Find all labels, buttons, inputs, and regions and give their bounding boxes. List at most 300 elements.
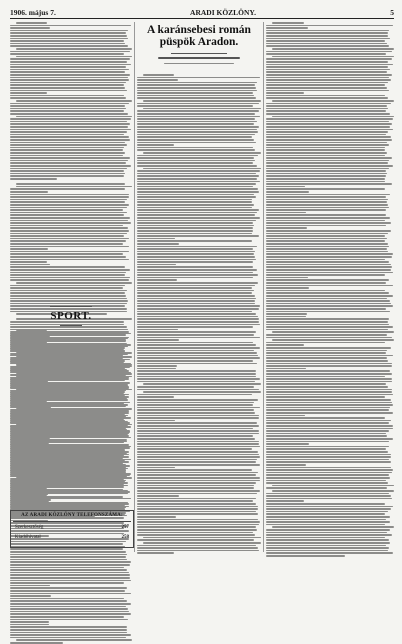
text-line-placeholder (266, 428, 393, 430)
text-line-placeholder (10, 58, 130, 60)
text-line-placeholder (266, 199, 388, 201)
text-line-placeholder (10, 201, 125, 203)
text-line-placeholder (266, 334, 387, 336)
text-line-placeholder (266, 134, 386, 136)
text-line-placeholder (10, 188, 125, 190)
text-line-placeholder (266, 40, 385, 42)
text-line-placeholder (10, 634, 131, 636)
text-line-placeholder (10, 629, 127, 631)
text-line-placeholder (272, 48, 394, 50)
text-line-placeholder (10, 108, 126, 110)
text-line-placeholder (266, 131, 388, 133)
text-line-placeholder (10, 217, 130, 219)
text-line-placeholder (10, 398, 127, 400)
text-line-placeholder (137, 121, 257, 123)
text-line-placeholder (266, 443, 309, 445)
text-line-placeholder (10, 95, 124, 97)
text-line-placeholder (266, 313, 307, 315)
text-line-placeholder (266, 95, 385, 97)
text-line-placeholder (10, 600, 127, 602)
text-line-placeholder (10, 346, 128, 348)
text-line-placeholder (10, 285, 125, 287)
text-line-placeholder (10, 103, 129, 105)
text-line-placeholder (266, 300, 390, 302)
text-line-placeholder (266, 149, 385, 151)
text-line-placeholder (272, 331, 394, 333)
text-line-placeholder (137, 360, 253, 362)
text-line-placeholder (266, 126, 390, 128)
text-line-placeholder (10, 348, 124, 350)
text-line-placeholder (137, 490, 260, 492)
text-line-placeholder (137, 264, 176, 266)
text-line-placeholder (10, 43, 125, 45)
text-line-placeholder (10, 209, 123, 211)
text-line-placeholder (16, 48, 132, 50)
text-line-placeholder (10, 567, 124, 569)
text-line-placeholder (10, 486, 124, 488)
text-line-placeholder (137, 204, 254, 206)
text-line-placeholder (10, 499, 51, 501)
text-line-placeholder (137, 441, 259, 443)
text-line-placeholder (137, 118, 255, 120)
text-line-placeholder (16, 639, 132, 641)
text-line-placeholder (266, 506, 393, 508)
text-line-placeholder (10, 274, 125, 276)
text-line-placeholder (10, 359, 130, 361)
text-line-placeholder (137, 274, 258, 276)
text-line-placeholder (137, 378, 260, 380)
text-line-placeholder (137, 368, 176, 370)
text-line-placeholder (10, 606, 126, 608)
text-line-placeholder (266, 555, 345, 557)
text-line-placeholder (137, 326, 253, 328)
text-line-placeholder (137, 545, 256, 547)
text-line-placeholder (137, 139, 254, 141)
text-line-placeholder (266, 240, 385, 242)
text-line-placeholder (10, 27, 50, 29)
text-line-placeholder (10, 637, 126, 639)
text-line-placeholder (266, 61, 388, 63)
text-line-placeholder (137, 482, 256, 484)
text-line-placeholder (10, 118, 131, 120)
text-line-placeholder (137, 532, 253, 534)
text-line-placeholder (10, 287, 123, 289)
text-line-placeholder (10, 300, 128, 302)
text-line-placeholder (137, 305, 260, 307)
text-line-placeholder (10, 476, 127, 478)
text-line-placeholder (266, 222, 391, 224)
left-column (10, 22, 132, 552)
text-line-placeholder (10, 240, 126, 242)
text-line-placeholder (266, 92, 304, 94)
text-line-placeholder (10, 434, 128, 436)
text-line-placeholder (137, 298, 256, 300)
text-line-placeholder (266, 407, 390, 409)
text-line-placeholder (10, 269, 130, 271)
text-line-placeholder (137, 183, 256, 185)
text-line-placeholder (137, 110, 259, 112)
text-line-placeholder (10, 421, 128, 423)
text-line-placeholder (137, 225, 254, 227)
text-line-placeholder (10, 598, 124, 600)
text-line-placeholder (10, 372, 131, 374)
masthead (10, 5, 394, 17)
text-line-placeholder (137, 253, 254, 255)
text-line-placeholder (137, 313, 256, 315)
text-line-placeholder (10, 333, 131, 335)
text-line-placeholder (266, 498, 392, 500)
text-line-placeholder (10, 149, 123, 151)
text-line-placeholder (266, 27, 308, 29)
text-line-placeholder (137, 162, 253, 164)
text-line-placeholder (266, 123, 392, 125)
text-line-placeholder (137, 495, 179, 497)
text-line-placeholder (266, 308, 386, 310)
masthead-page-number: 5 (390, 8, 394, 17)
text-line-placeholder (266, 467, 391, 469)
text-line-placeholder (10, 131, 127, 133)
text-line-placeholder (266, 391, 392, 393)
text-line-placeholder (266, 404, 393, 406)
text-line-placeholder (16, 183, 125, 185)
text-line-placeholder (137, 347, 260, 349)
text-line-placeholder (10, 554, 127, 556)
text-line-placeholder (266, 53, 386, 55)
text-line-placeholder (16, 282, 132, 284)
text-line-placeholder (10, 110, 124, 112)
text-line-placeholder (10, 32, 126, 34)
text-line-placeholder (266, 292, 389, 294)
text-line-placeholder (10, 225, 123, 227)
text-line-placeholder (137, 350, 254, 352)
text-line-placeholder (10, 593, 131, 595)
text-line-placeholder (10, 162, 126, 164)
text-line-placeholder (10, 431, 130, 433)
text-line-placeholder (266, 251, 388, 253)
text-line-placeholder (137, 456, 260, 458)
text-line-placeholder (266, 207, 389, 209)
text-line-placeholder (137, 511, 256, 513)
text-line-placeholder (10, 504, 125, 506)
text-line-placeholder (10, 191, 48, 193)
text-line-placeholder (137, 290, 254, 292)
text-line-placeholder (137, 389, 259, 391)
text-line-placeholder (10, 613, 131, 615)
text-line-placeholder (137, 344, 256, 346)
column-separator-left (134, 22, 135, 552)
text-line-placeholder (266, 266, 392, 268)
text-line-placeholder (137, 500, 253, 502)
text-line-placeholder (10, 551, 126, 553)
text-line-placeholder (266, 441, 389, 443)
headline-rule (171, 53, 227, 54)
text-line-placeholder (137, 357, 260, 359)
text-line-placeholder (10, 626, 127, 628)
text-line-placeholder (266, 415, 305, 417)
text-line-placeholder (266, 321, 388, 323)
text-line-placeholder (10, 491, 130, 493)
text-line-placeholder (137, 251, 255, 253)
text-line-placeholder (266, 196, 386, 198)
text-line-placeholder (137, 303, 255, 305)
text-line-placeholder (266, 370, 390, 372)
text-line-placeholder (266, 186, 305, 188)
text-line-placeholder (137, 433, 259, 435)
text-line-placeholder (137, 233, 252, 235)
text-line-placeholder (137, 321, 259, 323)
text-line-placeholder (266, 383, 386, 385)
text-line-placeholder (137, 256, 255, 258)
text-line-placeholder (266, 376, 385, 378)
text-line-placeholder (10, 77, 128, 79)
text-line-placeholder (10, 303, 127, 305)
text-line-placeholder (10, 220, 128, 222)
text-line-placeholder (266, 162, 388, 164)
text-line-placeholder (10, 405, 126, 407)
text-line-placeholder (10, 411, 129, 413)
text-line-placeholder (16, 408, 132, 410)
text-line-placeholder (16, 22, 47, 24)
text-line-placeholder (266, 129, 393, 131)
text-line-placeholder (10, 395, 125, 397)
text-line-placeholder (143, 74, 174, 76)
text-line-placeholder (137, 220, 256, 222)
masthead-rule (10, 18, 394, 19)
text-line-placeholder (16, 56, 132, 58)
text-line-placeholder (10, 25, 131, 27)
text-line-placeholder (137, 196, 256, 198)
text-line-placeholder (266, 71, 387, 73)
text-line-placeholder (266, 45, 389, 47)
masthead-title: ARADI KÖZLÖNY. (190, 8, 257, 17)
text-line-placeholder (143, 100, 261, 102)
text-line-placeholder (266, 287, 309, 289)
text-line-placeholder (266, 225, 386, 227)
text-line-placeholder (10, 473, 131, 475)
text-line-placeholder (10, 155, 123, 157)
text-line-placeholder (137, 160, 255, 162)
text-line-placeholder (10, 142, 125, 144)
text-line-placeholder (266, 295, 393, 297)
text-line-placeholder (137, 113, 255, 115)
text-line-placeholder (266, 32, 388, 34)
text-line-placeholder (10, 92, 47, 94)
text-line-placeholder (266, 303, 391, 305)
text-line-placeholder (266, 534, 392, 536)
text-line-placeholder (137, 508, 258, 510)
text-line-placeholder (266, 103, 391, 105)
text-line-placeholder (10, 457, 123, 459)
text-line-placeholder (266, 290, 385, 292)
text-line-placeholder (10, 248, 48, 250)
text-line-placeholder (10, 196, 129, 198)
text-line-placeholder (137, 217, 260, 219)
text-line-placeholder (137, 261, 253, 263)
text-line-placeholder (10, 460, 125, 462)
text-line-placeholder (10, 243, 123, 245)
text-line-placeholder (137, 472, 258, 474)
text-line-placeholder (10, 590, 125, 592)
text-line-placeholder (137, 412, 255, 414)
text-line-placeholder (10, 40, 124, 42)
text-line-placeholder (266, 493, 389, 495)
text-line-placeholder (266, 82, 388, 84)
text-line-placeholder (137, 381, 255, 383)
text-line-placeholder (10, 353, 128, 355)
text-line-placeholder (10, 227, 128, 229)
text-line-placeholder (137, 308, 259, 310)
text-line-placeholder (137, 519, 258, 521)
text-line-placeholder (272, 339, 394, 341)
text-line-placeholder (266, 43, 387, 45)
text-line-placeholder (266, 337, 392, 339)
text-line-placeholder (16, 116, 132, 118)
text-line-placeholder (137, 287, 252, 289)
text-line-placeholder (10, 632, 127, 634)
text-line-placeholder (10, 168, 127, 170)
text-line-placeholder (137, 352, 257, 354)
text-line-placeholder (10, 603, 131, 605)
text-line-placeholder (10, 261, 47, 263)
text-line-placeholder (266, 389, 392, 391)
text-line-placeholder (137, 487, 254, 489)
text-line-placeholder (137, 259, 256, 261)
text-line-placeholder (137, 402, 254, 404)
text-line-placeholder (137, 420, 175, 422)
text-line-placeholder (10, 559, 127, 561)
text-line-placeholder (137, 394, 252, 396)
text-line-placeholder (137, 212, 257, 214)
text-line-placeholder (137, 170, 260, 172)
text-line-placeholder (10, 447, 130, 449)
text-line-placeholder (10, 587, 127, 589)
text-line-placeholder (10, 204, 129, 206)
text-line-placeholder (137, 142, 256, 144)
text-line-placeholder (10, 165, 131, 167)
text-line-placeholder (137, 396, 174, 398)
text-line-placeholder (10, 178, 57, 180)
text-line-placeholder (10, 233, 127, 235)
text-line-placeholder (10, 564, 130, 566)
text-line-placeholder (137, 451, 258, 453)
text-line-placeholder (10, 129, 131, 131)
text-line-placeholder (10, 437, 131, 439)
text-line-placeholder (137, 539, 254, 541)
text-line-placeholder (266, 472, 392, 474)
text-line-placeholder (137, 409, 254, 411)
text-line-placeholder (137, 407, 260, 409)
text-line-placeholder (137, 235, 259, 237)
text-line-placeholder (10, 382, 130, 384)
text-line-placeholder (137, 227, 253, 229)
text-line-placeholder (266, 464, 306, 466)
text-line-placeholder (10, 496, 123, 498)
text-line-placeholder (266, 69, 390, 71)
text-line-placeholder (10, 194, 129, 196)
text-line-placeholder (137, 103, 259, 105)
text-line-placeholder (137, 136, 252, 138)
text-line-placeholder (266, 181, 385, 183)
text-line-placeholder (137, 521, 260, 523)
text-line-placeholder (266, 469, 393, 471)
text-line-placeholder (266, 51, 392, 53)
text-line-placeholder (266, 30, 389, 32)
section-rule-under-sport (60, 325, 82, 326)
text-line-placeholder (266, 318, 389, 320)
text-line-placeholder (266, 269, 391, 271)
text-line-placeholder (137, 329, 178, 331)
text-line-placeholder (137, 467, 175, 469)
text-line-placeholder (137, 334, 254, 336)
text-line-placeholder (137, 243, 179, 245)
text-line-placeholder (266, 547, 389, 549)
text-line-placeholder (266, 487, 387, 489)
text-line-placeholder (10, 53, 124, 55)
text-line-placeholder (266, 274, 385, 276)
text-line-placeholder (266, 394, 393, 396)
text-line-placeholder (266, 194, 390, 196)
text-line-placeholder (10, 413, 125, 415)
text-line-placeholder (10, 502, 128, 504)
text-line-placeholder (266, 422, 389, 424)
text-line-placeholder (266, 191, 309, 193)
text-line-placeholder (10, 452, 127, 454)
text-line-placeholder (266, 279, 389, 281)
text-line-placeholder (266, 253, 393, 255)
text-line-placeholder (137, 155, 258, 157)
text-line-placeholder (137, 337, 260, 339)
text-line-placeholder (266, 420, 391, 422)
text-line-placeholder (266, 342, 385, 344)
text-line-placeholder (137, 282, 258, 284)
text-line-placeholder (266, 282, 386, 284)
text-line-placeholder (137, 526, 256, 528)
text-line-placeholder (10, 574, 130, 576)
text-line-placeholder (10, 51, 130, 53)
text-line-placeholder (266, 425, 393, 427)
text-line-placeholder (266, 168, 389, 170)
subscription-box (10, 510, 134, 548)
text-line-placeholder (10, 343, 127, 345)
text-line-placeholder (10, 439, 127, 441)
text-line-placeholder (10, 61, 127, 63)
text-line-placeholder (137, 386, 254, 388)
text-line-placeholder (10, 139, 130, 141)
text-line-placeholder (10, 489, 123, 491)
text-line-placeholder (266, 474, 389, 476)
text-line-placeholder (266, 482, 388, 484)
text-line-placeholder (137, 376, 256, 378)
text-line-placeholder (137, 363, 257, 365)
text-line-placeholder (137, 82, 257, 84)
text-line-placeholder (266, 435, 387, 437)
text-line-placeholder (10, 272, 126, 274)
text-line-placeholder (266, 545, 386, 547)
text-line-placeholder (137, 144, 174, 146)
text-line-placeholder (10, 207, 127, 209)
middle-headline: A karánsebesi román püspök Aradon. (147, 24, 251, 49)
text-line-placeholder (137, 454, 259, 456)
text-line-placeholder (137, 186, 253, 188)
text-line-placeholder (10, 611, 129, 613)
text-line-placeholder (266, 90, 389, 92)
text-line-placeholder (266, 201, 387, 203)
text-line-placeholder (137, 246, 257, 248)
text-line-placeholder (10, 35, 127, 37)
text-line-placeholder (137, 222, 253, 224)
text-line-placeholder (137, 430, 259, 432)
text-line-placeholder (137, 207, 252, 209)
